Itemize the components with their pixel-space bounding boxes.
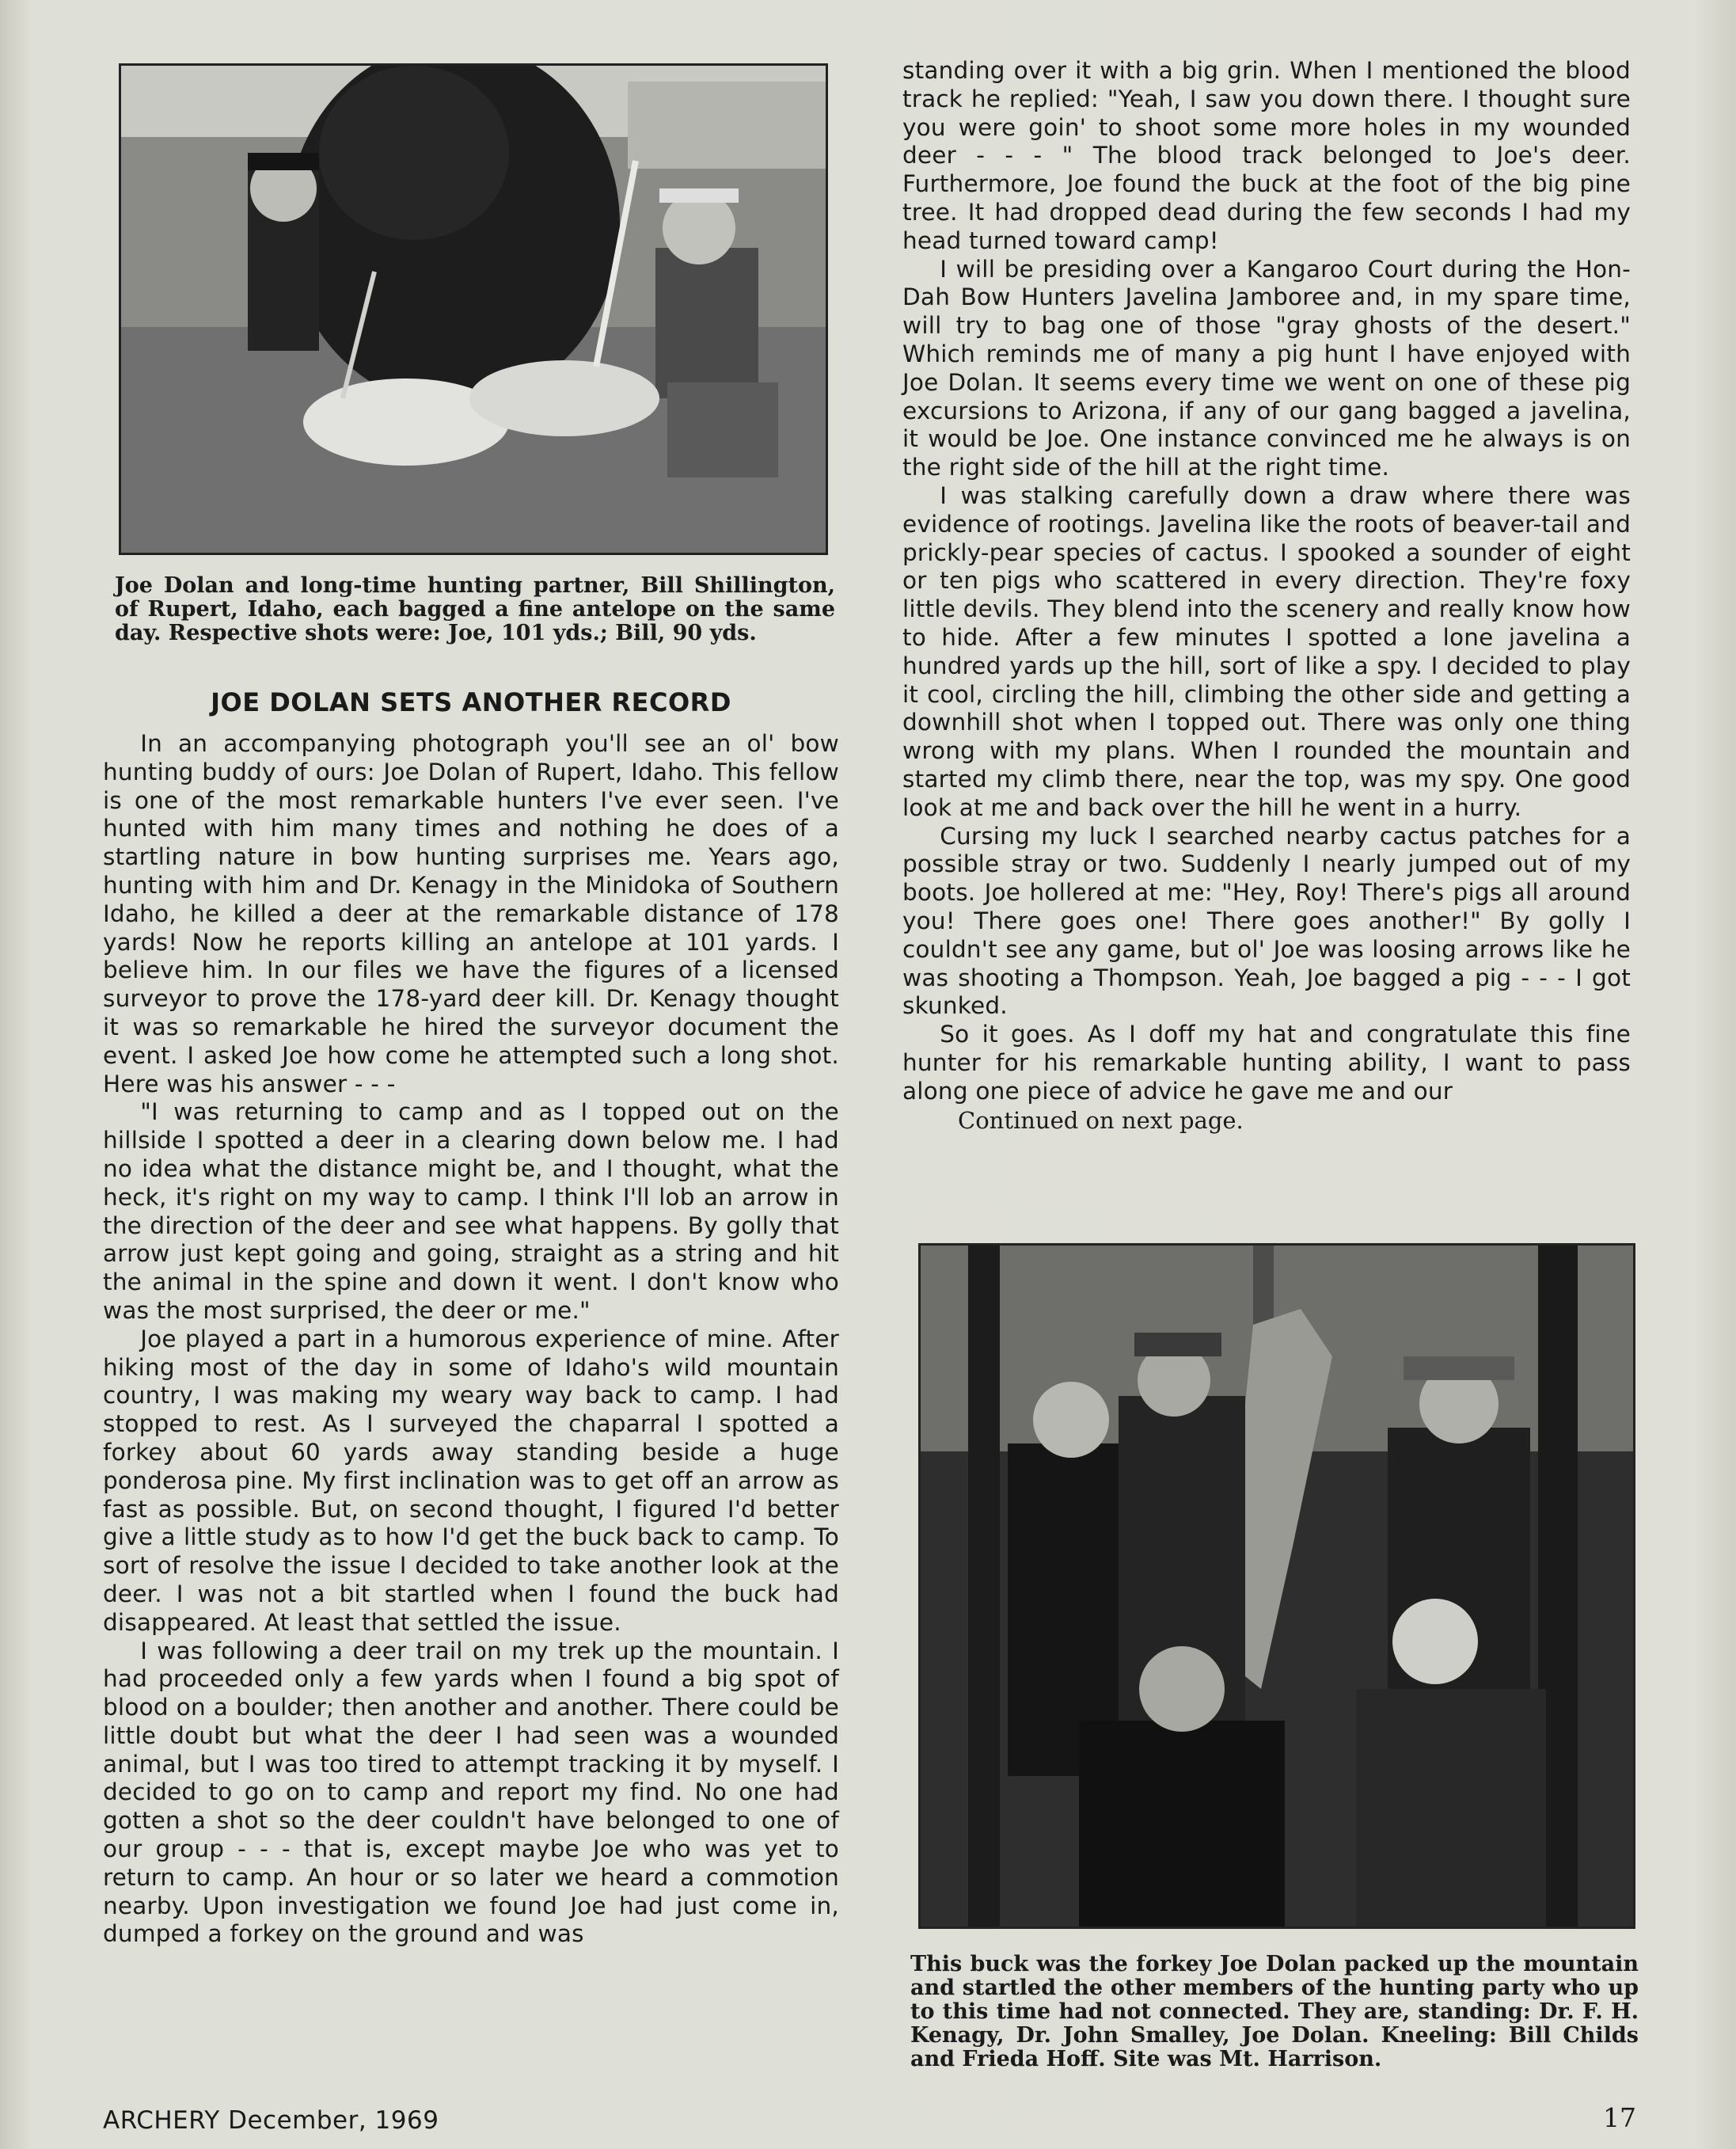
hunting-party-photo — [918, 1243, 1635, 1929]
antelope-photo-image — [121, 66, 826, 553]
article-paragraph: "I was returning to camp and as I topped out on the hillside I spotted a deer in a clearing down below me. I had no idea what the distance might be, and I thought, what the heck, it's right on my way to camp. I think I'll lob an arrow in the direction of the deer and see what happens. By golly that arrow just kept going and going, straight as a string and hit the animal in the spine and down it went. I don't know who was the most surprised, the deer or me." — [103, 1098, 839, 1324]
article-paragraph: Cursing my luck I searched nearby cactus patches for a possible stray or two. Suddenly I nearly jumped out of my boots. Joe hollered at me: "Hey, Roy! There's pigs all around you! There goes one! There goes another!" By golly I couldn't see any game, but ol' Joe was loosing arrows like he was shooting a Thompson. Yeah, Joe bagged a pig - - - I got skunked. — [902, 822, 1631, 1020]
article-paragraph: I was following a deer trail on my trek up the mountain. I had proceeded only a few yards when I found a big spot of blood on a boulder; then another and another. There could be little doubt but what the deer I had seen was a wounded animal, but I was too tired to attempt tracking it by myself. I decided to go on to camp and report my find. No one had gotten a shot so the deer couldn't have belonged to one of our group - - - that is, except maybe Joe who was yet to return to camp. An hour or so later we heard a commotion nearby. Upon investigation we found Joe had just come in, dumped a forkey on the ground and was — [103, 1637, 839, 1948]
article-paragraph: Joe played a part in a humorous experience of mine. After hiking most of the day in some of Idaho's wild mountain country, I was making my weary way back to camp. I had stopped to rest. As I surveyed the chaparral I spotted a forkey about 60 yards away standing beside a huge ponderosa pine. My first inclination was to get off an arrow as fast as possible. But, on second thought, I figured I'd better give a little study as to how I'd get the buck back to camp. To sort of resolve the issue I decided to take another look at the deer. I was not a bit startled when I found the buck had disappeared. At least that settled the issue. — [103, 1325, 839, 1636]
continued-note: Continued on next page. — [958, 1107, 1244, 1135]
article-right-column — [902, 57, 1631, 1134]
article-paragraph: So it goes. As I doff my hat and congratulate this fine hunter for his remarkable hunting ability, I want to pass along one piece of advice he gave me and our — [902, 1021, 1631, 1105]
antelope-photo-caption: Joe Dolan and long-time hunting partner, Bill Shillington, of Rupert, Idaho, each bagged a fine antelope on the same day. Respective shots were: Joe, 101 yds.; Bill, 90 yds. — [115, 573, 835, 645]
hunting-party-photo-image — [921, 1246, 1633, 1926]
hunting-party-photo-caption: This buck was the forkey Joe Dolan packed up the mountain and startled the other members of the hunting party who up to this time had not connected. They are, standing: Dr. F. H. Kenagy, Dr. John Smalley, Joe Dolan. Kneeling: Bill Childs and Frieda Hoff. Site was Mt. Harrison. — [910, 1952, 1639, 2071]
page-number: 17 — [1603, 2102, 1636, 2133]
article-paragraph: standing over it with a big grin. When I mentioned the blood track he replied: "Yeah, I saw you down there. I thought sure you were goin' to shoot some more holes in my wounded deer - - - " The blood track belonged to Joe's deer. Furthermore, Joe found the buck at the foot of the big pine tree. It had dropped dead during the few seconds I had my head turned toward camp! — [902, 57, 1631, 254]
article-title: JOE DOLAN SETS ANOTHER RECORD — [211, 687, 731, 717]
magazine-footer-title: ARCHERY December, 1969 — [103, 2106, 439, 2135]
article-left-column — [103, 687, 839, 1949]
antelope-photo — [119, 63, 828, 555]
article-paragraph: I was stalking carefully down a draw where there was evidence of rootings. Javelina like the roots of beaver-tail and prickly-pear species of cactus. I spooked a sounder of eight or ten pigs who scattered in every direction. They're foxy little devils. They blend into the scenery and really know how to hide. After a few minutes I spotted a lone javelina a hundred yards up the hill, sort of like a spy. I decided to play it cool, circling the hill, climbing the other side and getting a downhill shot when I topped out. There was only one thing wrong with my plans. When I rounded the mountain and started my climb there, near the top, was my spy. One good look at me and back over the hill he went in a hurry. — [902, 481, 1631, 821]
article-paragraph: I will be presiding over a Kangaroo Court during the Hon-Dah Bow Hunters Javelina Jamboree and, in my spare time, will try to bag one of those "gray ghosts of the desert." Which reminds me of many a pig hunt I have enjoyed with Joe Dolan. It seems every time we went on one of these pig excursions to Arizona, if any of our gang bagged a javelina, it would be Joe. One instance convinced me he always is on the right side of the hill at the right time. — [902, 255, 1631, 481]
article-paragraph: In an accompanying photograph you'll see an ol' bow hunting buddy of ours: Joe Dolan of Rupert, Idaho. This fellow is one of the most remarkable hunters I've ever seen. I've hunted with him many times and nothing he does of a startling nature in bow hunting surprises me. Years ago, hunting with him and Dr. Kenagy in the Minidoka of Southern Idaho, he killed a deer at the remarkable distance of 178 yards! Now he reports killing an antelope at 101 yards. I believe him. In our files we have the figures of a licensed surveyor to prove the 178-yard deer kill. Dr. Kenagy thought it was so remarkable he hired the surveyor document the event. I asked Joe how come he attempted such a long shot. Here was his answer - - - — [103, 730, 839, 1097]
